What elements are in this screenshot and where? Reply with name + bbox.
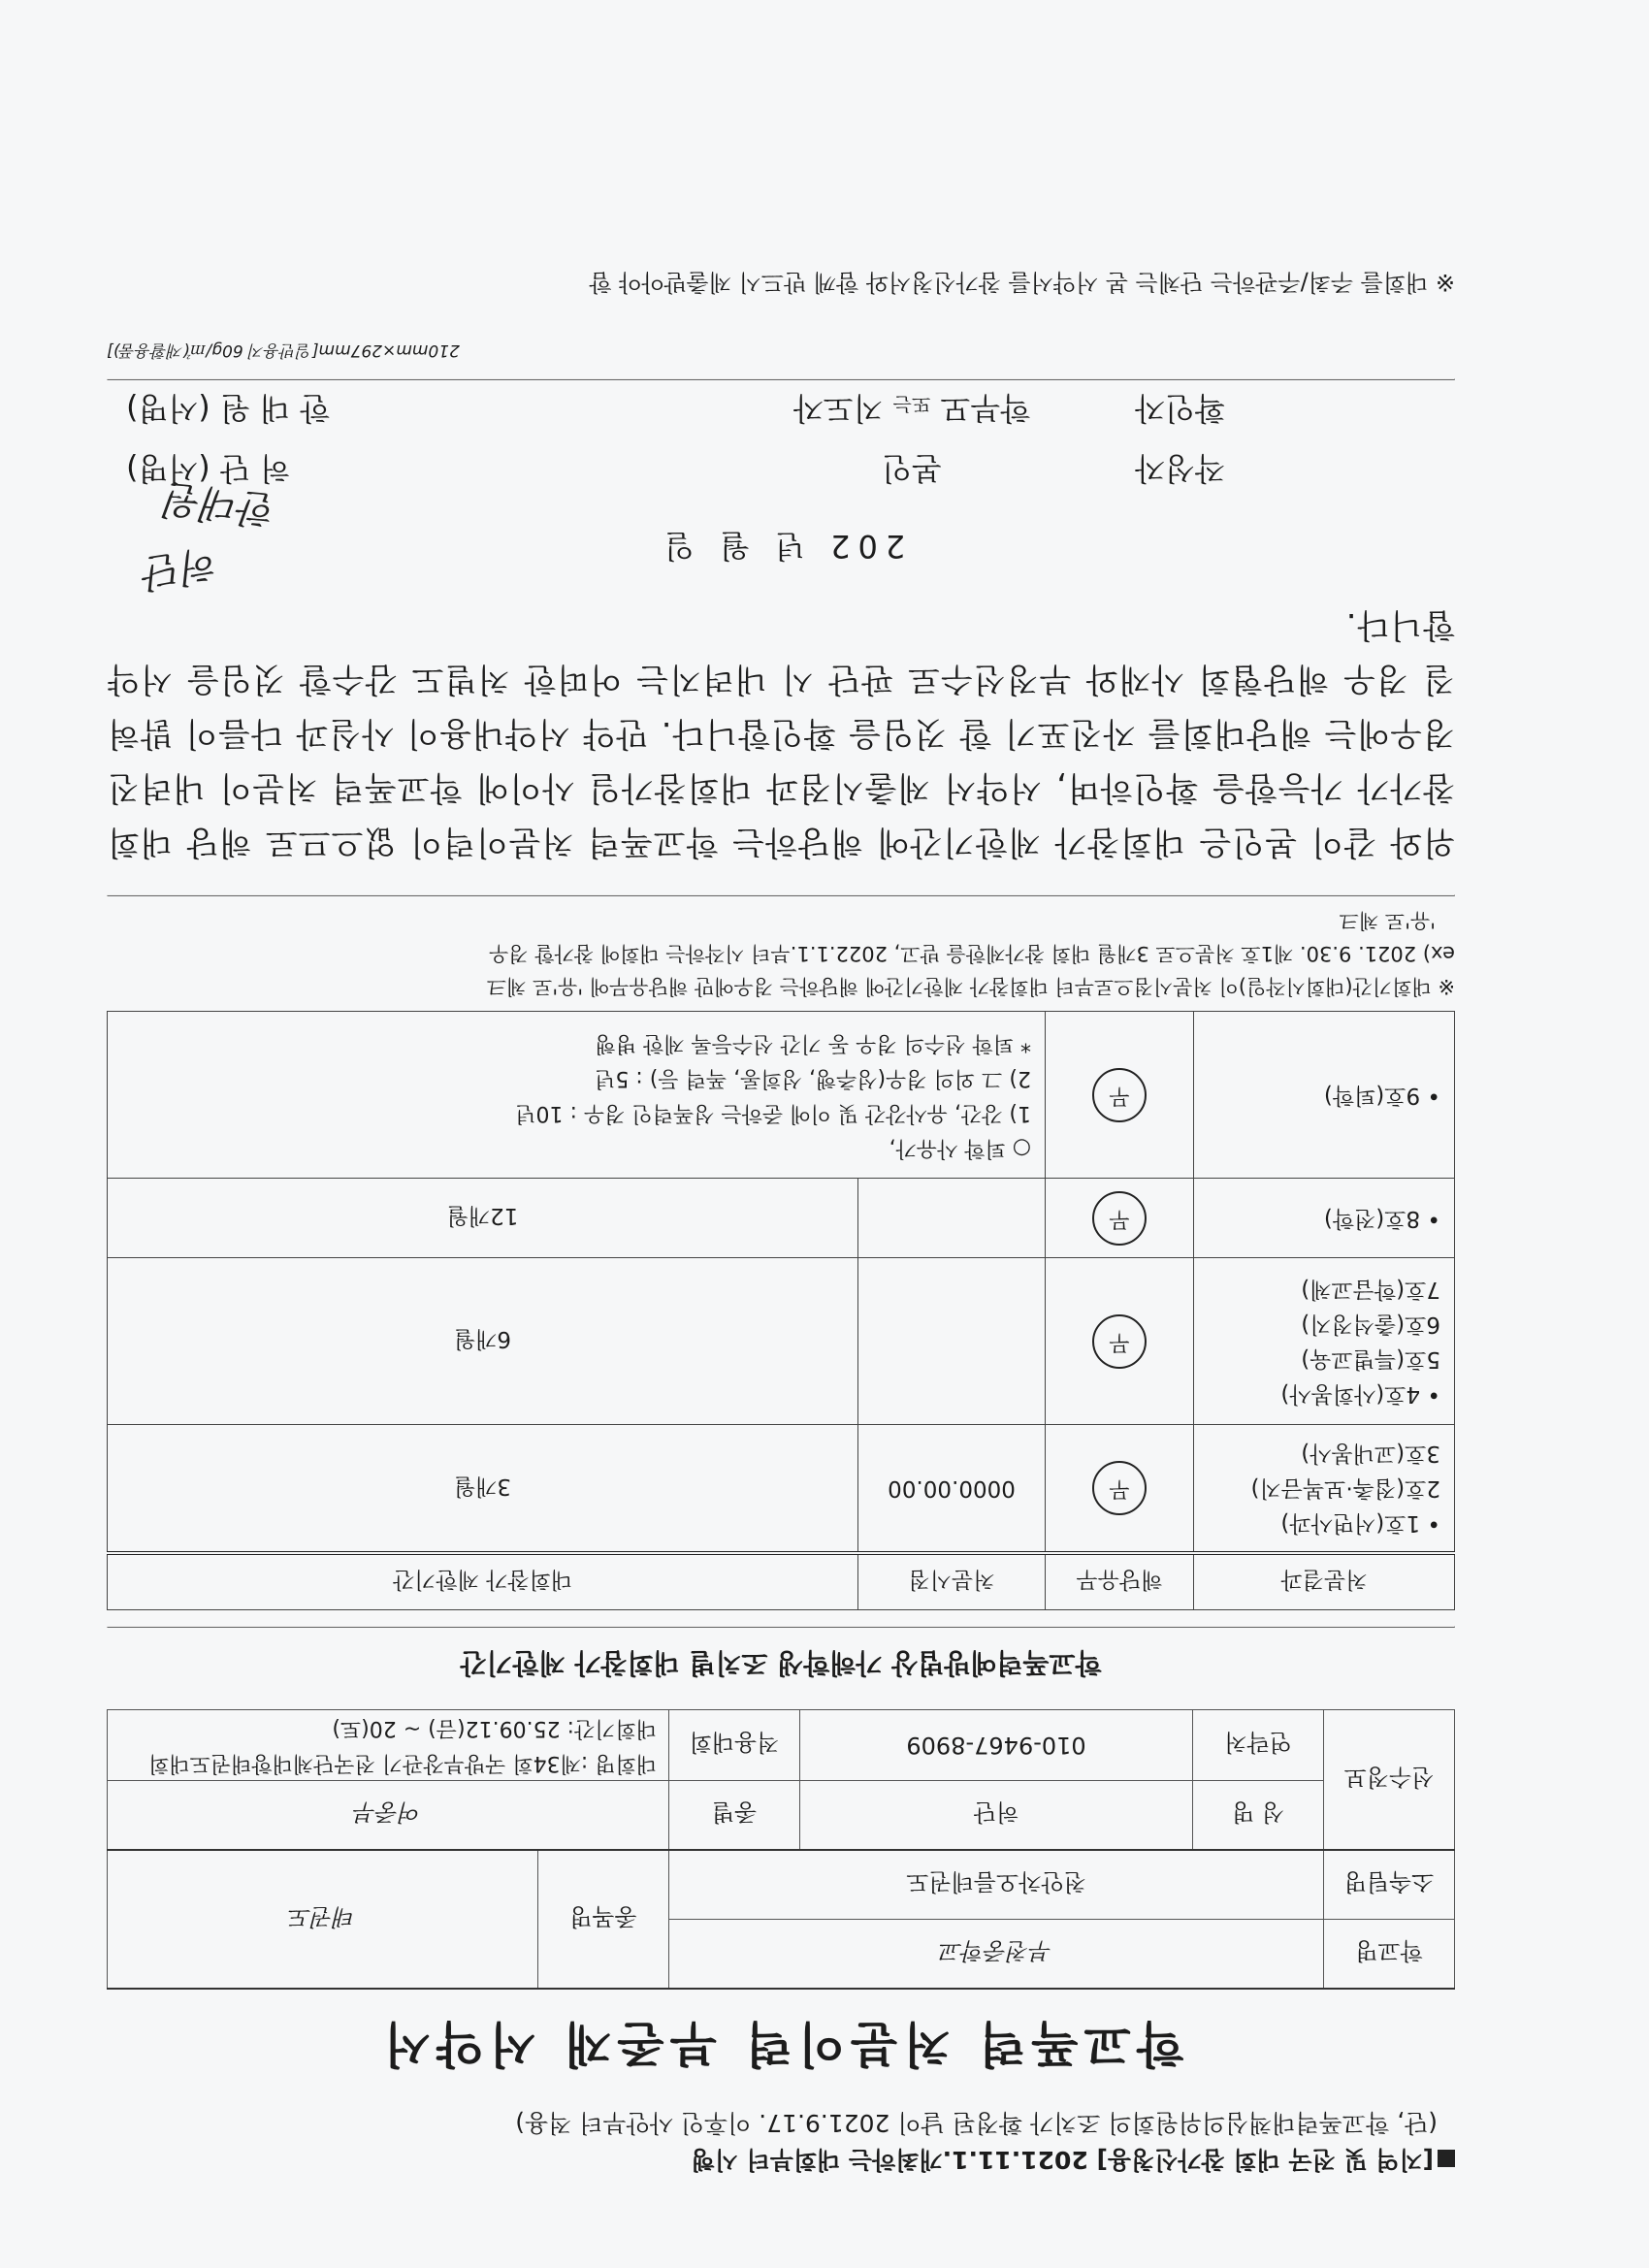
circled-mark: 무 [1092,1461,1147,1515]
table-row [108,1179,1455,1258]
signature-line-confirmer [107,381,1455,441]
confirmer-role: 확인자 [1135,390,1225,428]
contact-label: 연락처 [1193,1710,1324,1781]
col-header-period: 대회참가 제한기간 [108,1553,858,1610]
handwritten-signature-1: 허단 [142,539,223,596]
table-row [108,1425,1455,1553]
disc-type-line: • 8호(전학) [1323,1206,1440,1231]
section-title: 학교폭력예방법상 가해학생 조치별 대회참가 제한기간 [460,1647,1102,1679]
col-header-date: 처분시점 [858,1553,1046,1610]
event-period: 대회기간: 25.09.12(금) ~ 20(토) [332,1716,657,1740]
final-note: ※ 대회를 주최/주관하는 단체는 본 서약서를 참가신청서와 함께 반드시 제출받아야 함 [589,269,1455,297]
footnote-line: ※ 대회기간(대회시작일)이 처분시점으로부터 대회참가 제한기간에 해당하는 경우에만 해당유무에 '유'로 체크 [486,975,1455,999]
note-line: 2) 그 외의 경우(성추행, 성희롱, 폭력 등) : 5년 [595,1066,1031,1090]
confirmer-coach: 지도자 [792,390,884,428]
applicable-cell [1046,1179,1194,1258]
footnote-line: ex) 2021. 9.30. 제1호 처분으로 3개월 대회 참가제한을 받고, 2022.1.1.부터 시작하는 대회에 참가할 경우 [489,942,1455,966]
table-row [108,1012,1455,1179]
disc-type-line: 3호(교내봉사) [1301,1441,1440,1467]
disc-date [858,1179,1046,1258]
disc-type [1194,1012,1455,1179]
circled-mark: 무 [1092,1068,1147,1122]
footnote-line: '유'로 체크 [1339,909,1436,933]
confirmer-parent: 학부모 [940,390,1031,428]
disc-type-line: • 9호(퇴학) [1323,1083,1440,1108]
square-bullet-icon [1438,2150,1455,2167]
athlete-label: 선수정보 [1324,1710,1455,1851]
circled-mark: 무 [1092,1314,1147,1369]
pledge-body: 위와 같이 본인은 대회참가 제한기간에 해당하는 학교폭력 처분이력이 없으므로 해당 대회 참가가 가능함을 확인하며, 서약서 제출시점과 대회참가일 사이에 학교폭력 처분이 내려진 경우에는 해당대회를 자진포기 할 것임을 확인합니다. 만약 서약내용이 사실과 다름이 밝혀질 경우 해당협회 사재와 부정선수로 판단 시 내려지는 어떠한 처벌도 감수할 것임을 서약합니다. [107,605,1455,862]
gender-label: 종별 [669,1781,800,1851]
disc-type [1194,1258,1455,1425]
divider [107,379,1455,381]
school-label: 학교명 [1324,1920,1455,1990]
name-value: 허단 [800,1781,1193,1851]
circled-mark: 무 [1092,1191,1147,1246]
note-line: 1) 강간, 유사강간 및 이에 준하는 성폭력인 경우 : 10년 [515,1101,1031,1125]
disc-type-line: 5호(특별교육) [1301,1346,1440,1372]
disc-type-line: • 1호(서면사과) [1280,1510,1440,1537]
disc-date [858,1258,1046,1425]
team-value: 천안차오름테권도 [669,1850,1324,1920]
confirmer-relation [728,389,1096,434]
disc-period: 6개월 [108,1258,858,1425]
sport-value: 태권도 [108,1850,538,1989]
handwritten-signature-2: 한대원 [163,476,280,533]
team-label: 소속팀명 [1324,1850,1455,1920]
confirmer-name [107,389,728,434]
divider [107,1626,1455,1628]
info-table [107,1709,1455,1990]
confirmer-sign-mark: (서명) [126,390,210,428]
disc-type-line: 2호(접촉·보복금지) [1250,1475,1440,1502]
note-line: * 퇴학 선수의 경우 동 기간 선수등록 제한 병행 [595,1031,1031,1055]
divider [107,895,1455,897]
author-sign-mark: (서명) [126,450,210,488]
disc-period: 12개월 [108,1179,858,1258]
applicable-cell [1046,1012,1194,1179]
header-note-line2: (단, 학교폭력대책심의위원회의 조치가 확정된 날이 2021.9.17. 이후인 사안부터 적용) [515,2109,1438,2137]
event-details [108,1710,669,1781]
header-note-line1: [지역 및 전국 대회 참가신청용] 2021.11.1.개최하는 대회부터 시행 [691,2146,1434,2174]
event-name: 대회명 :제34회 국방부장관기 전국단체대항태권도대회 [148,1751,657,1775]
contact-value: 010-9467-8909 [800,1710,1193,1781]
document-title: 학교폭력 처분이력 부존재 서약서 [377,2016,1184,2072]
confirmer-name-text: 한 대 원 [219,390,331,428]
paper-spec: 210mm×297mm[일반용지 60g/㎡(재활용품)] [107,340,460,361]
event-label: 적용대회 [669,1710,800,1781]
confirmer-or: 또는 [892,393,931,417]
disc-type-line: 7호(학급교체) [1301,1277,1440,1302]
expulsion-notes [108,1012,1046,1179]
signature-line-author [107,441,1455,502]
col-header-applicable: 해당유무 [1046,1553,1194,1610]
disc-type-line: • 4호(사회봉사) [1280,1381,1440,1407]
author-role: 작성자 [1135,450,1225,488]
author-name-text: 허 단 [219,450,290,488]
disc-period: 3개월 [108,1425,858,1553]
gender-value: 여중부 [108,1781,669,1851]
applicable-cell [1046,1425,1194,1553]
disc-type-line: 6호(출석정지) [1301,1312,1440,1337]
disc-type [1194,1425,1455,1553]
date-line: 202 년 월 일 [656,528,906,566]
school-value: 부천중학교 [669,1920,1324,1990]
disc-type [1194,1179,1455,1258]
sport-label: 종목명 [538,1850,669,1989]
header-note [107,2141,1455,2178]
table-header-row [108,1553,1455,1610]
name-label: 성 명 [1193,1781,1324,1851]
discipline-table [107,1012,1455,1611]
footnote [107,905,1455,1004]
disc-date: 0000.00.00 [858,1425,1046,1553]
col-header-result: 처분결과 [1194,1553,1455,1610]
author-relation: 본인 [882,450,942,488]
document-upside-down [107,189,1455,2178]
table-row [108,1258,1455,1425]
applicable-cell [1046,1258,1194,1425]
note-line: ○ 퇴학 사유가, [889,1136,1031,1160]
